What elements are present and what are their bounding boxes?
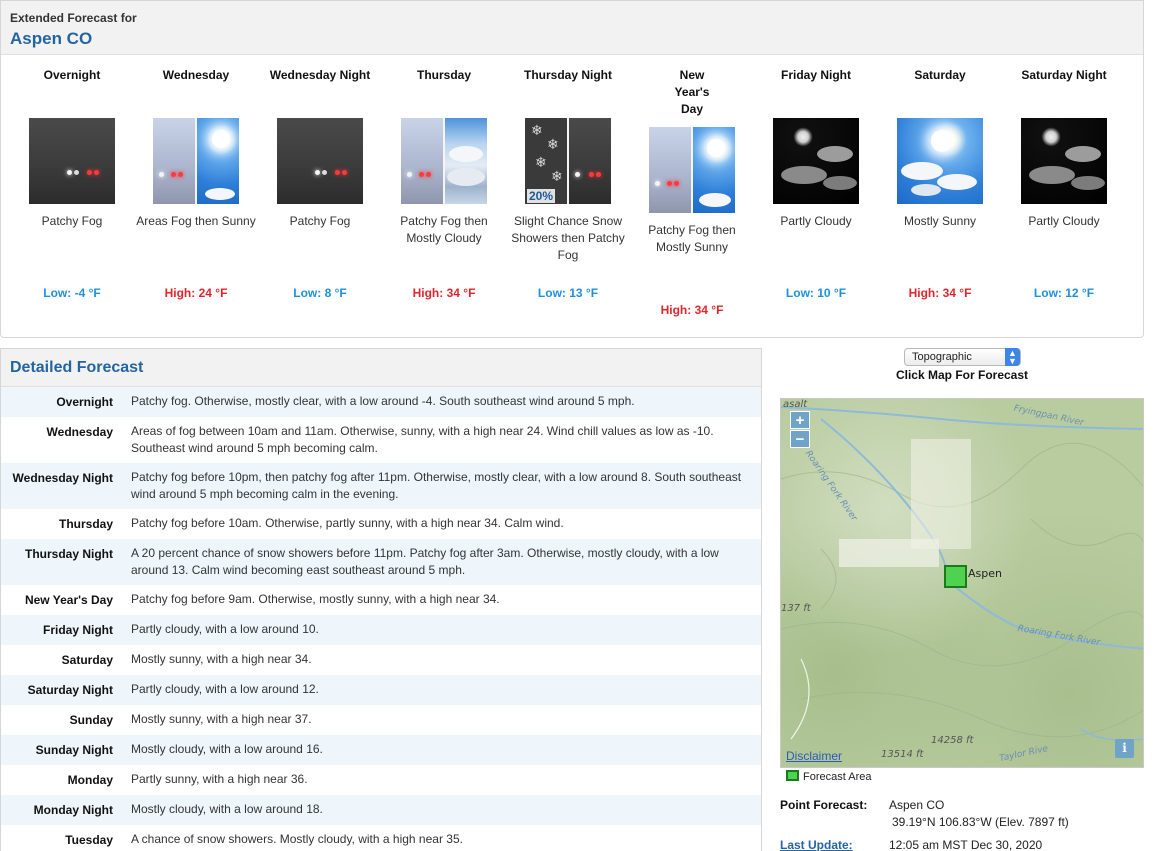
forecast-period[interactable] bbox=[878, 67, 1002, 300]
info-icon[interactable]: i bbox=[1115, 739, 1134, 758]
period-temperature: Low: 12 °F bbox=[1033, 286, 1095, 300]
detailed-row-label: Saturday bbox=[61, 653, 113, 667]
detailed-row-label: Monday bbox=[67, 773, 113, 787]
detailed-row bbox=[1, 539, 761, 585]
period-temperature: Low: 13 °F bbox=[537, 286, 599, 300]
detailed-row bbox=[1, 463, 761, 509]
period-name: Thursday bbox=[416, 68, 471, 82]
period-description: Patchy Fog bbox=[289, 214, 351, 228]
fog-then-sunny-icon[interactable] bbox=[153, 118, 239, 204]
map-type-select[interactable] bbox=[904, 348, 1021, 366]
forecast-period[interactable] bbox=[1002, 67, 1126, 300]
zoom-out-button[interactable]: − bbox=[790, 430, 810, 448]
detailed-row-text: A 20 percent chance of snow showers before 11pm. Patchy fog after 3am. Otherwise, mostly cloudy, with a low around 13. Calm wind becoming east southeast around 5 mph. bbox=[131, 546, 719, 577]
point-forecast-label: Point Forecast: bbox=[780, 798, 868, 812]
detailed-row bbox=[1, 585, 761, 615]
detailed-row-label: Thursday Night bbox=[24, 547, 113, 561]
forecast-period[interactable] bbox=[258, 67, 382, 300]
period-name: New Year's Day bbox=[674, 68, 710, 116]
period-description: Slight Chance Snow Showers then Patchy Fog bbox=[511, 214, 625, 262]
legend-label: Forecast Area bbox=[803, 771, 872, 783]
detailed-row-label: Overnight bbox=[56, 395, 113, 409]
elevation-label: 14258 ft bbox=[931, 735, 974, 746]
zoom-in-button[interactable]: + bbox=[790, 411, 810, 429]
detailed-row-text: Areas of fog between 10am and 11am. Otherwise, sunny, with a high near 24. Wind chill values as low as -10. Southeast wind around 5 mph becoming calm. bbox=[131, 424, 714, 455]
location-title: Aspen CO bbox=[10, 29, 93, 48]
detailed-row-text: Patchy fog before 9am. Otherwise, mostly sunny, with a high near 34. bbox=[131, 592, 500, 606]
last-update-value: 12:05 am MST Dec 30, 2020 bbox=[889, 838, 1043, 851]
period-description: Mostly Sunny bbox=[903, 214, 977, 228]
detailed-row-text: Partly sunny, with a high near 36. bbox=[131, 772, 308, 786]
detailed-row bbox=[1, 825, 761, 851]
last-update-link[interactable]: Last Update: bbox=[780, 838, 853, 851]
detailed-forecast-header bbox=[1, 349, 761, 387]
detailed-row-label: Wednesday Night bbox=[12, 471, 113, 485]
map-label: asalt bbox=[783, 399, 808, 410]
detailed-row-text: Mostly sunny, with a high near 37. bbox=[131, 712, 312, 726]
forecast-area-swatch-icon bbox=[786, 770, 799, 781]
period-temperature: High: 34 °F bbox=[908, 286, 972, 300]
night-partly-cloudy-icon[interactable] bbox=[773, 118, 859, 204]
mostly-sunny-icon[interactable] bbox=[897, 118, 983, 204]
period-name: Saturday bbox=[914, 68, 966, 82]
detailed-row bbox=[1, 675, 761, 705]
extended-forecast-label: Extended Forecast for bbox=[10, 11, 137, 25]
detailed-row-label: Friday Night bbox=[42, 623, 113, 637]
map-legend bbox=[786, 770, 871, 783]
detailed-row-text: Partly cloudy, with a low around 10. bbox=[131, 622, 319, 636]
detailed-row-label: Sunday bbox=[69, 713, 113, 727]
forecast-period[interactable] bbox=[134, 67, 258, 300]
detailed-row-text: Patchy fog before 10pm, then patchy fog after 11pm. Otherwise, mostly clear, with a low around 8. South southeast wind around 5 mph becoming calm in the evening. bbox=[131, 470, 742, 501]
detailed-row bbox=[1, 795, 761, 825]
period-description: Partly Cloudy bbox=[780, 214, 852, 228]
river-label: Roaring Fork River bbox=[1016, 623, 1101, 649]
night-partly-cloudy-icon[interactable] bbox=[1021, 118, 1107, 204]
fog-then-cloudy-icon[interactable] bbox=[401, 118, 487, 204]
forecast-period[interactable] bbox=[630, 67, 754, 317]
detailed-row-label: Sunday Night bbox=[35, 743, 113, 757]
extended-forecast-header bbox=[1, 1, 1143, 55]
period-temperature: Low: 10 °F bbox=[785, 286, 847, 300]
point-forecast-location: Aspen CO bbox=[889, 798, 945, 812]
detailed-forecast-panel bbox=[0, 348, 762, 851]
town-label: Aspen bbox=[968, 567, 1002, 580]
point-forecast-coords: 39.19°N 106.83°W (Elev. 7897 ft) bbox=[892, 815, 1069, 829]
extended-forecast-panel bbox=[0, 0, 1144, 338]
detailed-row-text: Mostly cloudy, with a low around 16. bbox=[131, 742, 323, 756]
detailed-row-label: Monday Night bbox=[33, 803, 113, 817]
detailed-row-text: Mostly cloudy, with a low around 18. bbox=[131, 802, 323, 816]
fog-then-sunny-icon[interactable] bbox=[649, 127, 735, 213]
detailed-row bbox=[1, 417, 761, 463]
detailed-row-text: Patchy fog before 10am. Otherwise, partly sunny, with a high near 34. Calm wind. bbox=[131, 516, 564, 530]
map-type-value: Topographic bbox=[912, 351, 972, 363]
period-name: Friday Night bbox=[780, 68, 851, 82]
period-temperature: High: 34 °F bbox=[660, 303, 724, 317]
river-label: Fryingpan River bbox=[1012, 403, 1085, 429]
detailed-row bbox=[1, 765, 761, 795]
period-description: Partly Cloudy bbox=[1028, 214, 1100, 228]
detailed-row-label: Saturday Night bbox=[27, 683, 113, 697]
detailed-row bbox=[1, 509, 761, 539]
precipitation-chance: 20% bbox=[529, 189, 554, 203]
forecast-area-marker[interactable] bbox=[944, 565, 967, 588]
elevation-label: 137 ft bbox=[781, 603, 811, 614]
detailed-row-text: Partly cloudy, with a low around 12. bbox=[131, 682, 319, 696]
detailed-row-text: Mostly sunny, with a high near 34. bbox=[131, 652, 312, 666]
period-description: Areas Fog then Sunny bbox=[136, 214, 256, 228]
period-description: Patchy Fog then Mostly Cloudy bbox=[400, 214, 488, 245]
period-name: Wednesday bbox=[162, 68, 230, 82]
period-temperature: High: 34 °F bbox=[412, 286, 476, 300]
detailed-row-label: Thursday bbox=[58, 517, 113, 531]
period-description: Patchy Fog bbox=[41, 214, 103, 228]
detailed-row bbox=[1, 705, 761, 735]
period-name: Thursday Night bbox=[523, 68, 612, 82]
period-temperature: Low: 8 °F bbox=[293, 286, 347, 300]
detailed-row-text: A chance of snow showers. Mostly cloudy, with a high near 35. bbox=[131, 832, 463, 846]
forecast-period[interactable] bbox=[382, 67, 506, 300]
river-label: Roaring Fork River bbox=[802, 449, 859, 524]
detailed-row-label: New Year's Day bbox=[24, 593, 113, 607]
period-name: Wednesday Night bbox=[269, 68, 371, 82]
disclaimer-link[interactable]: Disclaimer bbox=[786, 749, 843, 763]
detailed-row-label: Wednesday bbox=[46, 425, 113, 439]
elevation-label: 13514 ft bbox=[881, 749, 924, 760]
forecast-period[interactable] bbox=[754, 67, 878, 300]
detailed-row bbox=[1, 645, 761, 675]
forecast-map[interactable] bbox=[780, 398, 1144, 768]
map-instruction: Click Map For Forecast bbox=[895, 368, 1029, 382]
night-fog-icon[interactable] bbox=[277, 118, 363, 204]
period-name: Saturday Night bbox=[1021, 68, 1107, 82]
detailed-row bbox=[1, 387, 761, 417]
detailed-row-text: Patchy fog. Otherwise, mostly clear, with a low around -4. South southeast wind around 5 mph. bbox=[131, 394, 635, 408]
detailed-forecast-title: Detailed Forecast bbox=[10, 359, 144, 376]
detailed-row-label: Tuesday bbox=[65, 833, 113, 847]
forecast-period[interactable] bbox=[506, 67, 630, 300]
period-name: Overnight bbox=[43, 68, 101, 82]
river-label: Taylor Rive bbox=[998, 743, 1050, 765]
detailed-row bbox=[1, 735, 761, 765]
night-fog-icon[interactable] bbox=[29, 118, 115, 204]
select-arrows-icon: ▲ ▼ bbox=[1005, 348, 1020, 366]
forecast-period[interactable] bbox=[10, 67, 134, 300]
period-temperature: Low: -4 °F bbox=[43, 286, 101, 300]
detailed-row bbox=[1, 615, 761, 645]
period-temperature: High: 24 °F bbox=[164, 286, 228, 300]
snow-then-fog-icon[interactable]: ❄ ❄ ❄ ❄ 20% bbox=[525, 118, 611, 204]
period-description: Patchy Fog then Mostly Sunny bbox=[648, 223, 736, 254]
